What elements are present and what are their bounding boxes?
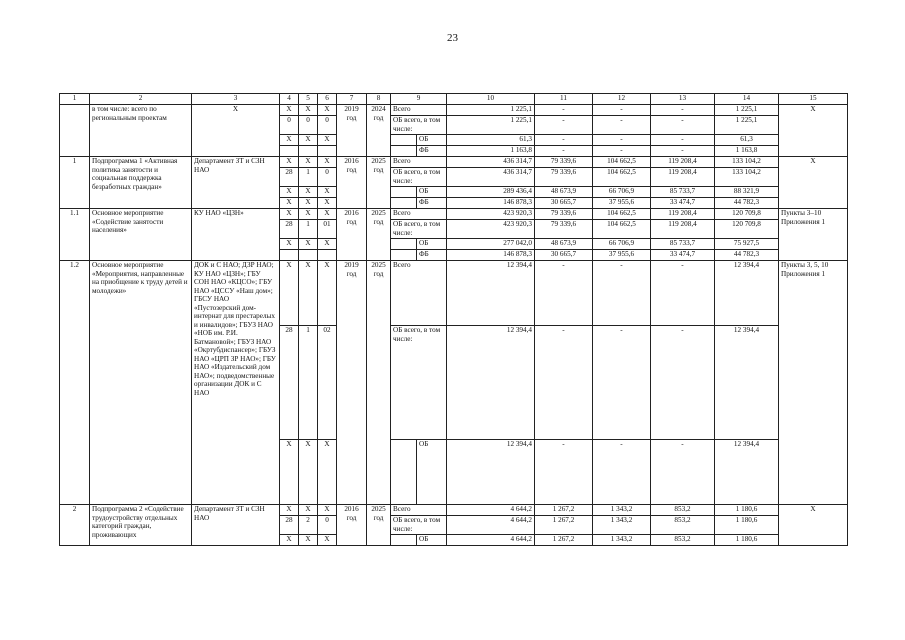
reference-line: X bbox=[810, 505, 816, 513]
value-cell: 66 706,9 bbox=[593, 239, 651, 250]
funding-indent-cell bbox=[391, 250, 417, 261]
code-cell: X bbox=[318, 505, 337, 516]
funding-source-cell: ФБ bbox=[417, 250, 447, 261]
header-cell: 10 bbox=[447, 94, 535, 105]
funding-indent-cell bbox=[391, 146, 417, 157]
value-cell: 853,2 bbox=[651, 516, 715, 535]
value-cell: - bbox=[651, 105, 715, 116]
value-cell: 12 394,4 bbox=[715, 261, 779, 326]
value-total-cell: 12 394,4 bbox=[447, 261, 535, 326]
value-cell: 66 706,9 bbox=[593, 187, 651, 198]
code-cell: X bbox=[318, 209, 337, 220]
executor-cell: КУ НАО «ЦЗН» bbox=[192, 209, 280, 261]
code-cell: X bbox=[280, 187, 299, 198]
value-cell: 1 343,2 bbox=[593, 505, 651, 516]
value-total-cell: 146 878,3 bbox=[447, 198, 535, 209]
value-total-cell: 423 920,3 bbox=[447, 220, 535, 239]
header-cell: 11 bbox=[535, 94, 593, 105]
header-cell: 6 bbox=[318, 94, 337, 105]
value-cell: 120 709,8 bbox=[715, 209, 779, 220]
funding-indent-cell bbox=[391, 198, 417, 209]
program-name-cell: Подпрограмма 1 «Активная политика занятости и социальная поддержка безработных граждан» bbox=[90, 157, 192, 209]
value-cell: 30 665,7 bbox=[535, 250, 593, 261]
code-cell: X bbox=[280, 105, 299, 116]
value-cell: 104 662,5 bbox=[593, 168, 651, 187]
year-end-value: 2025 bbox=[371, 505, 386, 513]
value-cell: - bbox=[535, 116, 593, 135]
funding-source-cell: ОБ bbox=[417, 239, 447, 250]
code-cell: X bbox=[299, 239, 318, 250]
header-cell: 15 bbox=[779, 94, 848, 105]
value-cell: 85 733,7 bbox=[651, 187, 715, 198]
value-cell: 853,2 bbox=[651, 505, 715, 516]
value-cell: 61,3 bbox=[715, 135, 779, 146]
reference-cell bbox=[779, 505, 848, 546]
value-cell: 1 267,2 bbox=[535, 516, 593, 535]
value-cell: - bbox=[593, 116, 651, 135]
code-cell: X bbox=[299, 505, 318, 516]
header-cell: 5 bbox=[299, 94, 318, 105]
code-cell: X bbox=[318, 261, 337, 326]
reference-line: Приложения 1 bbox=[781, 269, 826, 278]
value-cell: - bbox=[651, 135, 715, 146]
value-cell: 133 104,2 bbox=[715, 168, 779, 187]
header-cell: 13 bbox=[651, 94, 715, 105]
code-cell: X bbox=[299, 105, 318, 116]
value-cell: - bbox=[593, 261, 651, 326]
row-number-cell: 1 bbox=[60, 157, 90, 209]
funding-source-cell: Всего bbox=[391, 261, 447, 326]
code-cell: X bbox=[280, 239, 299, 250]
header-cell: 3 bbox=[192, 94, 280, 105]
code-cell bbox=[299, 146, 318, 157]
value-total-cell: 12 394,4 bbox=[447, 439, 535, 504]
value-total-cell: 289 436,4 bbox=[447, 187, 535, 198]
code-cell: 28 bbox=[280, 516, 299, 535]
code-cell: 0 bbox=[318, 168, 337, 187]
code-cell bbox=[299, 250, 318, 261]
year-end-cell bbox=[367, 157, 391, 209]
value-cell: 119 208,4 bbox=[651, 168, 715, 187]
reference-line: Приложения 1 bbox=[781, 217, 826, 226]
reference-cell bbox=[779, 105, 848, 157]
executor-cell: X bbox=[192, 105, 280, 157]
value-cell: 1 343,2 bbox=[593, 516, 651, 535]
code-cell: 0 bbox=[318, 516, 337, 535]
value-cell: - bbox=[593, 146, 651, 157]
reference-cell bbox=[779, 261, 848, 505]
row-number-cell: 1.1 bbox=[60, 209, 90, 261]
funding-source-cell: ОБ bbox=[417, 135, 447, 146]
value-cell: 1 267,2 bbox=[535, 535, 593, 546]
value-total-cell: 1 225,1 bbox=[447, 116, 535, 135]
year-start-unit: год bbox=[346, 269, 357, 278]
code-cell: X bbox=[318, 105, 337, 116]
value-cell: 133 104,2 bbox=[715, 157, 779, 168]
value-cell: - bbox=[593, 439, 651, 504]
value-cell: 79 339,6 bbox=[535, 220, 593, 239]
value-total-cell: 61,3 bbox=[447, 135, 535, 146]
code-cell: X bbox=[299, 135, 318, 146]
value-total-cell: 4 644,2 bbox=[447, 505, 535, 516]
year-start-cell bbox=[337, 209, 367, 261]
value-cell: 37 955,6 bbox=[593, 198, 651, 209]
value-cell: 1 225,1 bbox=[715, 116, 779, 135]
value-cell: 1 180,6 bbox=[715, 516, 779, 535]
value-cell: 44 782,3 bbox=[715, 198, 779, 209]
header-row bbox=[60, 94, 848, 105]
row-number-cell bbox=[60, 105, 90, 157]
year-start-cell bbox=[337, 261, 367, 505]
code-cell: X bbox=[318, 198, 337, 209]
value-cell: - bbox=[651, 116, 715, 135]
value-cell: - bbox=[535, 261, 593, 326]
code-cell: X bbox=[280, 439, 299, 504]
year-start-unit: год bbox=[346, 165, 357, 174]
value-cell: - bbox=[593, 135, 651, 146]
year-end-unit: год bbox=[373, 113, 384, 122]
code-cell: X bbox=[280, 535, 299, 546]
value-cell: 119 208,4 bbox=[651, 220, 715, 239]
value-cell: 1 163,8 bbox=[715, 146, 779, 157]
funding-source-cell: Всего bbox=[391, 505, 447, 516]
funding-source-cell: ОБ всего, в том числе: bbox=[391, 326, 447, 439]
code-cell: X bbox=[299, 535, 318, 546]
code-cell: 1 bbox=[299, 326, 318, 439]
value-cell: - bbox=[535, 326, 593, 439]
code-cell bbox=[280, 146, 299, 157]
value-total-cell: 1 163,8 bbox=[447, 146, 535, 157]
funding-indent-cell bbox=[391, 535, 417, 546]
table-row bbox=[60, 505, 848, 516]
value-cell: 48 673,9 bbox=[535, 187, 593, 198]
header-cell: 7 bbox=[337, 94, 367, 105]
code-cell: X bbox=[280, 505, 299, 516]
value-total-cell: 277 042,0 bbox=[447, 239, 535, 250]
code-cell: X bbox=[299, 439, 318, 504]
code-cell: 0 bbox=[280, 116, 299, 135]
value-cell: 104 662,5 bbox=[593, 220, 651, 239]
row-number-cell: 1.2 bbox=[60, 261, 90, 505]
year-end-cell bbox=[367, 505, 391, 546]
value-cell: 33 474,7 bbox=[651, 250, 715, 261]
year-start-value: 2016 bbox=[344, 209, 359, 217]
value-total-cell: 1 225,1 bbox=[447, 105, 535, 116]
value-cell: 119 208,4 bbox=[651, 209, 715, 220]
code-cell: X bbox=[318, 439, 337, 504]
page-number: 23 bbox=[447, 32, 458, 44]
value-cell: 79 339,6 bbox=[535, 157, 593, 168]
funding-source-cell: ОБ bbox=[417, 187, 447, 198]
value-cell: 75 927,5 bbox=[715, 239, 779, 250]
code-cell: X bbox=[318, 187, 337, 198]
value-cell: - bbox=[535, 439, 593, 504]
value-total-cell: 12 394,4 bbox=[447, 326, 535, 439]
reference-cell bbox=[779, 209, 848, 261]
code-cell: X bbox=[280, 198, 299, 209]
code-cell: 0 bbox=[318, 116, 337, 135]
value-cell: - bbox=[651, 146, 715, 157]
value-cell: 1 343,2 bbox=[593, 535, 651, 546]
table-row bbox=[60, 157, 848, 168]
year-start-cell bbox=[337, 157, 367, 209]
value-total-cell: 146 878,3 bbox=[447, 250, 535, 261]
funding-indent-cell bbox=[391, 187, 417, 198]
funding-source-cell: Всего bbox=[391, 105, 447, 116]
funding-source-cell: ФБ bbox=[417, 198, 447, 209]
code-cell: 1 bbox=[299, 168, 318, 187]
header-cell: 1 bbox=[60, 94, 90, 105]
code-cell: X bbox=[280, 135, 299, 146]
value-total-cell: 436 314,7 bbox=[447, 157, 535, 168]
header-cell: 8 bbox=[367, 94, 391, 105]
value-cell: 104 662,5 bbox=[593, 157, 651, 168]
code-cell: X bbox=[280, 209, 299, 220]
year-end-unit: год bbox=[373, 217, 384, 226]
funding-source-cell: ОБ bbox=[417, 535, 447, 546]
funding-indent-cell bbox=[391, 239, 417, 250]
funding-indent-cell bbox=[391, 135, 417, 146]
code-cell bbox=[280, 250, 299, 261]
year-end-value: 2025 bbox=[371, 261, 386, 269]
year-start-unit: год bbox=[346, 113, 357, 122]
code-cell: 28 bbox=[280, 168, 299, 187]
reference-line: X bbox=[810, 157, 816, 165]
year-end-value: 2025 bbox=[371, 157, 386, 165]
funding-source-cell: Всего bbox=[391, 209, 447, 220]
executor-cell: Департамент ЗТ и СЗН НАО bbox=[192, 157, 280, 209]
table-row bbox=[60, 105, 848, 116]
value-cell: 33 474,7 bbox=[651, 198, 715, 209]
funding-source-cell: ОБ bbox=[417, 439, 447, 504]
code-cell: X bbox=[299, 261, 318, 326]
program-name-cell: Подпрограмма 2 «Содействие трудоустройству отдельных категорий граждан, проживающих bbox=[90, 505, 192, 546]
program-name-cell: Основное мероприятие «Мероприятия, направленные на приобщение к труду детей и молодежи» bbox=[90, 261, 192, 505]
funding-source-cell: ОБ всего, в том числе: bbox=[391, 168, 447, 187]
value-cell: - bbox=[651, 261, 715, 326]
value-cell: - bbox=[651, 326, 715, 439]
year-start-unit: год bbox=[346, 513, 357, 522]
value-cell: 88 321,9 bbox=[715, 187, 779, 198]
reference-cell bbox=[779, 157, 848, 209]
code-cell: X bbox=[318, 535, 337, 546]
code-cell: 01 bbox=[318, 220, 337, 239]
program-name-cell: Основное мероприятие «Содействие занятости населения» bbox=[90, 209, 192, 261]
funding-source-cell: ОБ всего, в том числе: bbox=[391, 220, 447, 239]
year-start-cell bbox=[337, 505, 367, 546]
header-cell: 12 bbox=[593, 94, 651, 105]
value-cell: 37 955,6 bbox=[593, 250, 651, 261]
value-cell: 1 180,6 bbox=[715, 535, 779, 546]
value-cell: - bbox=[593, 326, 651, 439]
value-cell: 12 394,4 bbox=[715, 439, 779, 504]
code-cell: X bbox=[280, 157, 299, 168]
header-cell: 4 bbox=[280, 94, 299, 105]
value-total-cell: 436 314,7 bbox=[447, 168, 535, 187]
value-cell: 1 180,6 bbox=[715, 505, 779, 516]
code-cell: 0 bbox=[299, 116, 318, 135]
value-total-cell: 4 644,2 bbox=[447, 535, 535, 546]
code-cell: X bbox=[299, 198, 318, 209]
value-total-cell: 423 920,3 bbox=[447, 209, 535, 220]
year-start-unit: год bbox=[346, 217, 357, 226]
code-cell: X bbox=[299, 187, 318, 198]
reference-line: X bbox=[810, 105, 816, 113]
budget-table bbox=[59, 93, 848, 546]
value-cell: - bbox=[593, 105, 651, 116]
funding-source-cell: Всего bbox=[391, 157, 447, 168]
code-cell: 2 bbox=[299, 516, 318, 535]
year-start-cell bbox=[337, 105, 367, 157]
row-number-cell: 2 bbox=[60, 505, 90, 546]
header-cell: 2 bbox=[90, 94, 192, 105]
value-cell: 120 709,8 bbox=[715, 220, 779, 239]
program-name-cell: в том числе: всего по региональным проектам bbox=[90, 105, 192, 157]
value-cell: - bbox=[651, 439, 715, 504]
year-end-cell bbox=[367, 261, 391, 505]
year-end-unit: год bbox=[373, 269, 384, 278]
header-cell: 14 bbox=[715, 94, 779, 105]
value-cell: 79 339,6 bbox=[535, 209, 593, 220]
table-row bbox=[60, 209, 848, 220]
value-cell: 104 662,5 bbox=[593, 209, 651, 220]
year-end-cell bbox=[367, 209, 391, 261]
value-cell: 119 208,4 bbox=[651, 157, 715, 168]
value-cell: 1 225,1 bbox=[715, 105, 779, 116]
code-cell: 1 bbox=[299, 220, 318, 239]
value-cell: - bbox=[535, 146, 593, 157]
code-cell: X bbox=[280, 261, 299, 326]
code-cell: 28 bbox=[280, 220, 299, 239]
year-start-value: 2016 bbox=[344, 505, 359, 513]
executor-cell: Департамент ЗТ и СЗН НАО bbox=[192, 505, 280, 546]
year-end-value: 2025 bbox=[371, 209, 386, 217]
code-cell: X bbox=[299, 157, 318, 168]
code-cell bbox=[318, 146, 337, 157]
executor-cell: ДОК и С НАО; ДЗР НАО; КУ НАО «ЦЗН»; ГБУ СОН НАО «КЦСО»; ГБУ НАО «ЦССУ «Наш дом»; ГБСУ НАО «Пустозерский дом-интернат для престарелых и инвалидов»; ГБУЗ НАО «НОБ им. Р.И. Батмановой»; ГБУЗ НАО «Окртубдиспансер»; ГБУЗ НАО «ЦРП ЗР НАО»; ГБУ НАО «Издательский дом НАО»; подведомственные организации ДОК и С НАО bbox=[192, 261, 280, 505]
code-cell: 02 bbox=[318, 326, 337, 439]
header-cell: 9 bbox=[391, 94, 447, 105]
year-end-unit: год bbox=[373, 513, 384, 522]
year-end-cell bbox=[367, 105, 391, 157]
table-row bbox=[60, 261, 848, 326]
value-cell: 30 665,7 bbox=[535, 198, 593, 209]
value-cell: 48 673,9 bbox=[535, 239, 593, 250]
year-start-value: 2019 bbox=[344, 261, 359, 269]
code-cell: X bbox=[318, 157, 337, 168]
value-cell: 853,2 bbox=[651, 535, 715, 546]
code-cell: X bbox=[318, 239, 337, 250]
value-cell: - bbox=[535, 135, 593, 146]
value-cell: - bbox=[535, 105, 593, 116]
funding-source-cell: ОБ всего, в том числе: bbox=[391, 516, 447, 535]
value-cell: 85 733,7 bbox=[651, 239, 715, 250]
value-cell: 79 339,6 bbox=[535, 168, 593, 187]
code-cell bbox=[318, 250, 337, 261]
year-start-value: 2019 bbox=[344, 105, 359, 113]
code-cell: X bbox=[299, 209, 318, 220]
value-cell: 12 394,4 bbox=[715, 326, 779, 439]
year-end-value: 2024 bbox=[371, 105, 386, 113]
year-end-unit: год bbox=[373, 165, 384, 174]
reference-line: Пункты 3–10 bbox=[781, 209, 822, 217]
value-total-cell: 4 644,2 bbox=[447, 516, 535, 535]
value-cell: 1 267,2 bbox=[535, 505, 593, 516]
funding-indent-cell bbox=[391, 439, 417, 504]
year-start-value: 2016 bbox=[344, 157, 359, 165]
funding-source-cell: ОБ всего, в том числе: bbox=[391, 116, 447, 135]
funding-source-cell: ФБ bbox=[417, 146, 447, 157]
reference-line: Пункты 3, 5, 10 bbox=[781, 261, 829, 269]
code-cell: 28 bbox=[280, 326, 299, 439]
code-cell: X bbox=[318, 135, 337, 146]
value-cell: 44 782,3 bbox=[715, 250, 779, 261]
